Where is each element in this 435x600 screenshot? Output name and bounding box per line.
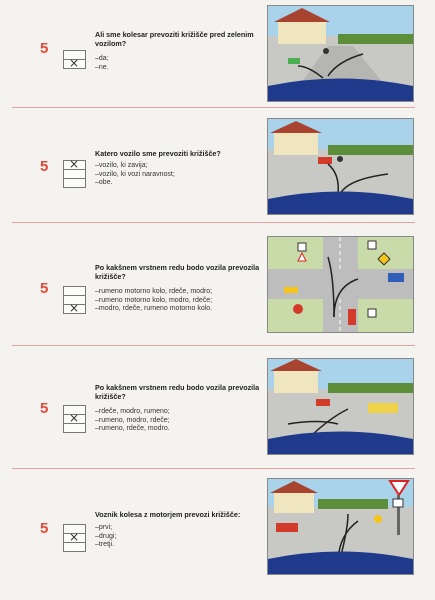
- answer-3: – modro, rdeče, rumeno motorno kolo.: [95, 305, 260, 314]
- scene-image: [267, 358, 414, 455]
- answer-box-1[interactable]: [64, 287, 85, 296]
- answer-box-3[interactable]: [64, 543, 85, 551]
- scene-image: [267, 118, 414, 215]
- answer-box-1-marked[interactable]: [64, 161, 85, 170]
- answer-list: [95, 55, 260, 72]
- question-text: Po kakšnem vrstnem redu bodo vozila prevozila križišče?: [95, 383, 260, 401]
- answer-2: – rumeno, modro, rdeče;: [95, 417, 260, 426]
- answer-boxes: [63, 286, 86, 314]
- question-text: Katero vozilo sme prevoziti križišče?: [95, 149, 221, 158]
- answer-box-3[interactable]: [64, 179, 85, 187]
- separator: [12, 222, 415, 223]
- answer-2: – drugi;: [95, 533, 260, 542]
- question-text: Voznik kolesa z motorjem prevozi križišče:: [95, 510, 241, 519]
- scene-image: [267, 478, 414, 575]
- answer-box-2-marked[interactable]: [64, 415, 85, 424]
- points-value: 5: [40, 40, 49, 57]
- answer-1: – vozilo, ki zavija;: [95, 162, 260, 171]
- question-text: Ali sme kolesar prevoziti križišče pred zelenim vozilom?: [95, 30, 254, 48]
- answer-1: – rumeno motorno kolo, rdeče, modro;: [95, 288, 260, 297]
- answer-2: – ne.: [95, 64, 260, 73]
- separator: [12, 345, 415, 346]
- answer-boxes: [63, 50, 86, 69]
- answer-2: – rumeno motorno kolo, modro, rdeče;: [95, 297, 260, 306]
- points-value: 5: [40, 400, 49, 417]
- answer-2: – vozilo, ki vozi naravnost;: [95, 171, 260, 180]
- points-value: 5: [40, 280, 49, 297]
- answer-boxes: [63, 524, 86, 552]
- answer-box-2[interactable]: [64, 170, 85, 179]
- answer-list: [95, 408, 260, 434]
- scene-map: [267, 236, 414, 333]
- answer-1: – rdeče, modro, rumeno;: [95, 408, 260, 417]
- answer-3: – tretji.: [95, 541, 260, 550]
- points-value: 5: [40, 520, 49, 537]
- answer-list: [95, 162, 260, 188]
- points-value: 5: [40, 158, 49, 175]
- question-text: Po kakšnem vrstnem redu bodo vozila prevozila križišče?: [95, 263, 260, 281]
- answer-box-3-marked[interactable]: [64, 305, 85, 313]
- answer-1: – da;: [95, 55, 260, 64]
- answer-boxes: [63, 405, 86, 433]
- answer-box-3[interactable]: [64, 424, 85, 432]
- answer-3: – obe.: [95, 179, 260, 188]
- answer-3: – rumeno, rdeče, modro.: [95, 425, 260, 434]
- answer-list: [95, 288, 260, 314]
- scene-image: [267, 5, 414, 102]
- answer-boxes: [63, 160, 86, 188]
- answer-1: – prvi;: [95, 524, 260, 533]
- answer-list: [95, 524, 260, 550]
- separator: [12, 107, 415, 108]
- answer-box-2-marked[interactable]: [64, 534, 85, 543]
- answer-box-2-marked[interactable]: [64, 60, 85, 68]
- separator: [12, 468, 415, 469]
